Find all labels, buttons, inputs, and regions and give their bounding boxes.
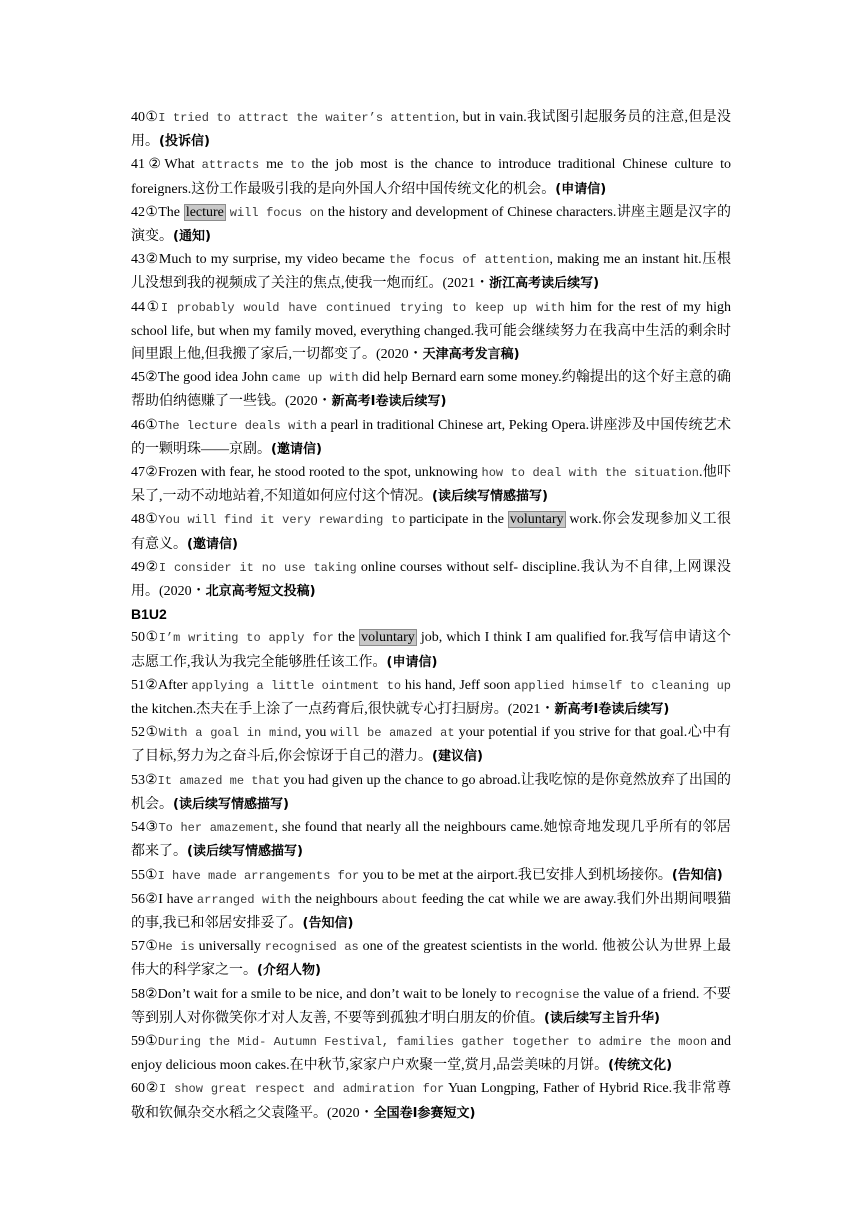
entry-text: 40① [131, 110, 159, 125]
key-phrase: to [290, 158, 305, 173]
entry-text: 43②Much to my surprise, my video became [131, 252, 390, 268]
entry-text: 56②I have [131, 891, 197, 907]
entry-text: the job most is the chance to introduce traditional Chinese culture to foreigners.这份工作最吸引我的是向外国人介绍中国传统文化的机会。 [131, 157, 731, 197]
entry-item [131, 461, 731, 508]
key-phrase: I probably would have continued trying to keep up with [160, 300, 565, 315]
entry-text: you to be met at the airport.我已安排人到机场接你。 [359, 867, 672, 883]
category-tag: (告知信) [671, 867, 723, 883]
document-body [131, 106, 731, 1125]
key-phrase: the focus of attention [389, 253, 550, 268]
entry-item [131, 366, 731, 413]
entry-text: and enjoy delicious moon cakes.在中秋节,家家户户欢聚一堂,赏月,品尝美味的月饼。 [131, 1033, 731, 1074]
key-phrase: applying a little ointment to [191, 678, 402, 693]
entry-text: 45②The good idea John [131, 370, 272, 386]
entry-text: 57① [131, 939, 159, 955]
entry-text: 47②Frozen with fear, he stood rooted to the spot, unknowing [131, 465, 482, 481]
entry-text: online courses without self‑ discipline.我认为不自律,上网课没用。(2020・ [131, 559, 732, 600]
entry-text: him for the rest of my high school life, but when my family moved, everything changed.我可能会继续努力在我高中生活的剩余时间里跟上他,但我搬了家后,一切都变了。(2020・ [131, 299, 731, 363]
entry-text: me [259, 157, 291, 173]
category-tag: (邀请信) [271, 441, 322, 457]
entry-text: 48① [131, 512, 159, 528]
category-tag: 新高考Ⅰ卷读后续写) [331, 394, 447, 410]
key-phrase: I have made arrangements for [157, 868, 360, 883]
entry-text: 54③ [131, 820, 159, 836]
entry-item [131, 674, 731, 721]
entry-item [131, 888, 731, 935]
entry-text: his hand, Jeff soon [401, 677, 515, 693]
entry-text: the [333, 630, 360, 646]
entry-list-b1u1 [131, 106, 731, 603]
entry-text: Yuan Longping, Father of Hybrid Rice.我非常尊敬和钦佩杂交水稻之父袁隆平。(2020・ [131, 1081, 731, 1121]
entry-text: 53② [131, 772, 158, 788]
key-phrase: I’m writing to apply for [158, 631, 334, 646]
key-phrase: arranged with [196, 892, 291, 907]
category-tag: 浙江高考读后续写) [489, 276, 600, 292]
entry-item [131, 816, 731, 863]
key-phrase: During the Mid‑ Autumn Festival, families gather together to admire the moon [157, 1034, 708, 1049]
key-phrase: applied himself to cleaning up [514, 678, 731, 693]
entry-text: did help Bernard earn some money.约翰提出的这个好主意的确帮助伯纳德赚了一些钱。(2020・ [131, 370, 731, 410]
entry-text: 52① [131, 725, 159, 741]
category-tag: 天津高考发言稿) [422, 347, 520, 363]
category-tag: (读后续写主旨升华) [544, 1010, 660, 1026]
key-phrase: I consider it no use taking [158, 560, 357, 575]
category-tag: (读后续写情感描写) [187, 844, 303, 860]
entry-text: 49② [131, 559, 159, 575]
entry-item [131, 983, 731, 1030]
entry-item [131, 1077, 731, 1124]
category-tag: (邀请信) [187, 536, 238, 552]
entry-item [131, 864, 731, 888]
key-phrase: how to deal with the situation [481, 466, 699, 481]
entry-text: 41②What [131, 157, 202, 173]
category-tag: (告知信) [302, 915, 354, 931]
key-phrase: You will find it very rewarding to [158, 513, 406, 528]
key-phrase: I show great respect and admiration for [159, 1082, 445, 1097]
entry-text: , making me an instant hit.压根儿没想到我的视频成了关注的焦点,使我一炮而红。(2021・ [131, 252, 731, 292]
category-tag: (通知) [173, 229, 211, 245]
category-tag: 新高考Ⅰ卷读后续写) [554, 702, 670, 718]
entry-item [131, 201, 731, 248]
entry-item [131, 721, 731, 768]
entry-text: the neighbours [290, 891, 382, 907]
key-phrase: will focus on [229, 205, 325, 220]
entry-text: the history and development of Chinese characters.讲座主题是汉字的演变。 [131, 204, 732, 245]
entry-text: the kitchen.杰夫在手上涂了一点药膏后,很快就专心打扫厨房。(2021・ [131, 702, 555, 718]
key-phrase: about [381, 892, 418, 907]
category-tag: (投诉信) [159, 134, 210, 150]
entry-text: work.你会发现参加义工很有意义。 [131, 512, 731, 552]
entry-text: , but in vain.我试图引起服务员的注意,但是没用。 [131, 110, 732, 150]
key-phrase: The lecture deals with [157, 418, 317, 433]
entry-item [131, 153, 731, 200]
key-phrase: came up with [271, 371, 359, 386]
entry-text: feeding the cat while we are away.我们外出期间喂猫的事,我已和邻居安排妥了。 [131, 891, 731, 931]
key-phrase: attracts [201, 158, 260, 173]
category-tag: (传统文化) [608, 1058, 673, 1074]
entry-text: the value of a friend. 不要等到别人对你微笑你才对人友善, 不要等到孤独才明白朋友的价值。 [131, 986, 731, 1026]
category-tag: 北京高考短文投稿) [205, 584, 316, 600]
highlighted-word: voluntary [361, 630, 415, 646]
key-phrase: With a goal in mind [158, 726, 298, 741]
key-phrase: To her amazement [158, 821, 275, 836]
entry-list-b1u2 [131, 626, 731, 1124]
category-tag: (介绍人物) [257, 963, 321, 979]
key-phrase: It amazed me that [157, 773, 281, 788]
section-heading: B1U2 [131, 606, 167, 623]
entry-text: 50① [131, 630, 159, 646]
entry-item [131, 769, 731, 816]
key-phrase: will be amazed at [330, 726, 455, 741]
entry-text: universally [194, 939, 265, 955]
entry-text: 58②Don’t wait for a smile to be nice, and don’t wait to be lonely to [131, 986, 515, 1002]
key-phrase: He is [158, 940, 195, 955]
entry-text: , she found that nearly all the neighbours came.她惊奇地发现几乎所有的邻居都来了。 [131, 820, 731, 860]
entry-text: .他吓呆了,一动不动地站着,不知道如何应付这个情况。 [131, 465, 732, 505]
entry-item [131, 626, 731, 673]
category-tag: (建议信) [432, 749, 483, 765]
category-tag: (读后续写情感描写) [432, 489, 548, 505]
highlighted-word: lecture [185, 204, 224, 220]
entry-item [131, 935, 731, 982]
entry-text: your potential if you strive for that goal.心中有了目标,努力为之奋斗后,你会惊讶于自己的潜力。 [131, 725, 731, 765]
entry-text: a pearl in traditional Chinese art, Peking Opera.讲座涉及中国传统艺术的一颗明珠——京剧。 [131, 417, 731, 457]
category-tag: 全国卷Ⅰ参赛短文) [373, 1105, 476, 1121]
entry-text: 55① [131, 867, 158, 883]
key-phrase: recognise [514, 987, 580, 1002]
category-tag: (申请信) [386, 654, 438, 670]
highlighted-word: voluntary [509, 512, 564, 528]
entry-text: 59① [131, 1033, 158, 1049]
entry-item [131, 556, 731, 603]
entry-item [131, 248, 731, 295]
category-tag: (读后续写情感描写) [173, 796, 289, 812]
entry-text: 60② [131, 1081, 160, 1097]
entry-item [131, 1030, 731, 1077]
entry-text: you had given up the chance to go abroad.让我吃惊的是你竟然放弃了出国的机会。 [131, 772, 731, 812]
entry-item [131, 296, 731, 367]
entry-text: 51②After [131, 677, 192, 693]
entry-text: 42①The [131, 204, 184, 220]
entry-text: , you [297, 725, 331, 741]
entry-text: one of the greatest scientists in the world. 他被公认为世界上最伟大的科学家之一。 [131, 939, 731, 979]
key-phrase: recognised as [264, 940, 359, 955]
entry-item [131, 414, 731, 461]
entry-text: 44① [131, 299, 161, 315]
entry-item [131, 106, 731, 153]
entry-item [131, 508, 731, 555]
entry-text: participate in the [405, 512, 508, 528]
key-phrase: I tried to attract the waiter’s attention [158, 111, 456, 125]
category-tag: (申请信) [555, 181, 607, 197]
entry-text: job, which I think I am qualified for.我写信申请这个志愿工作,我认为我完全能够胜任该工作。 [131, 630, 732, 670]
entry-text: 46① [131, 417, 158, 433]
